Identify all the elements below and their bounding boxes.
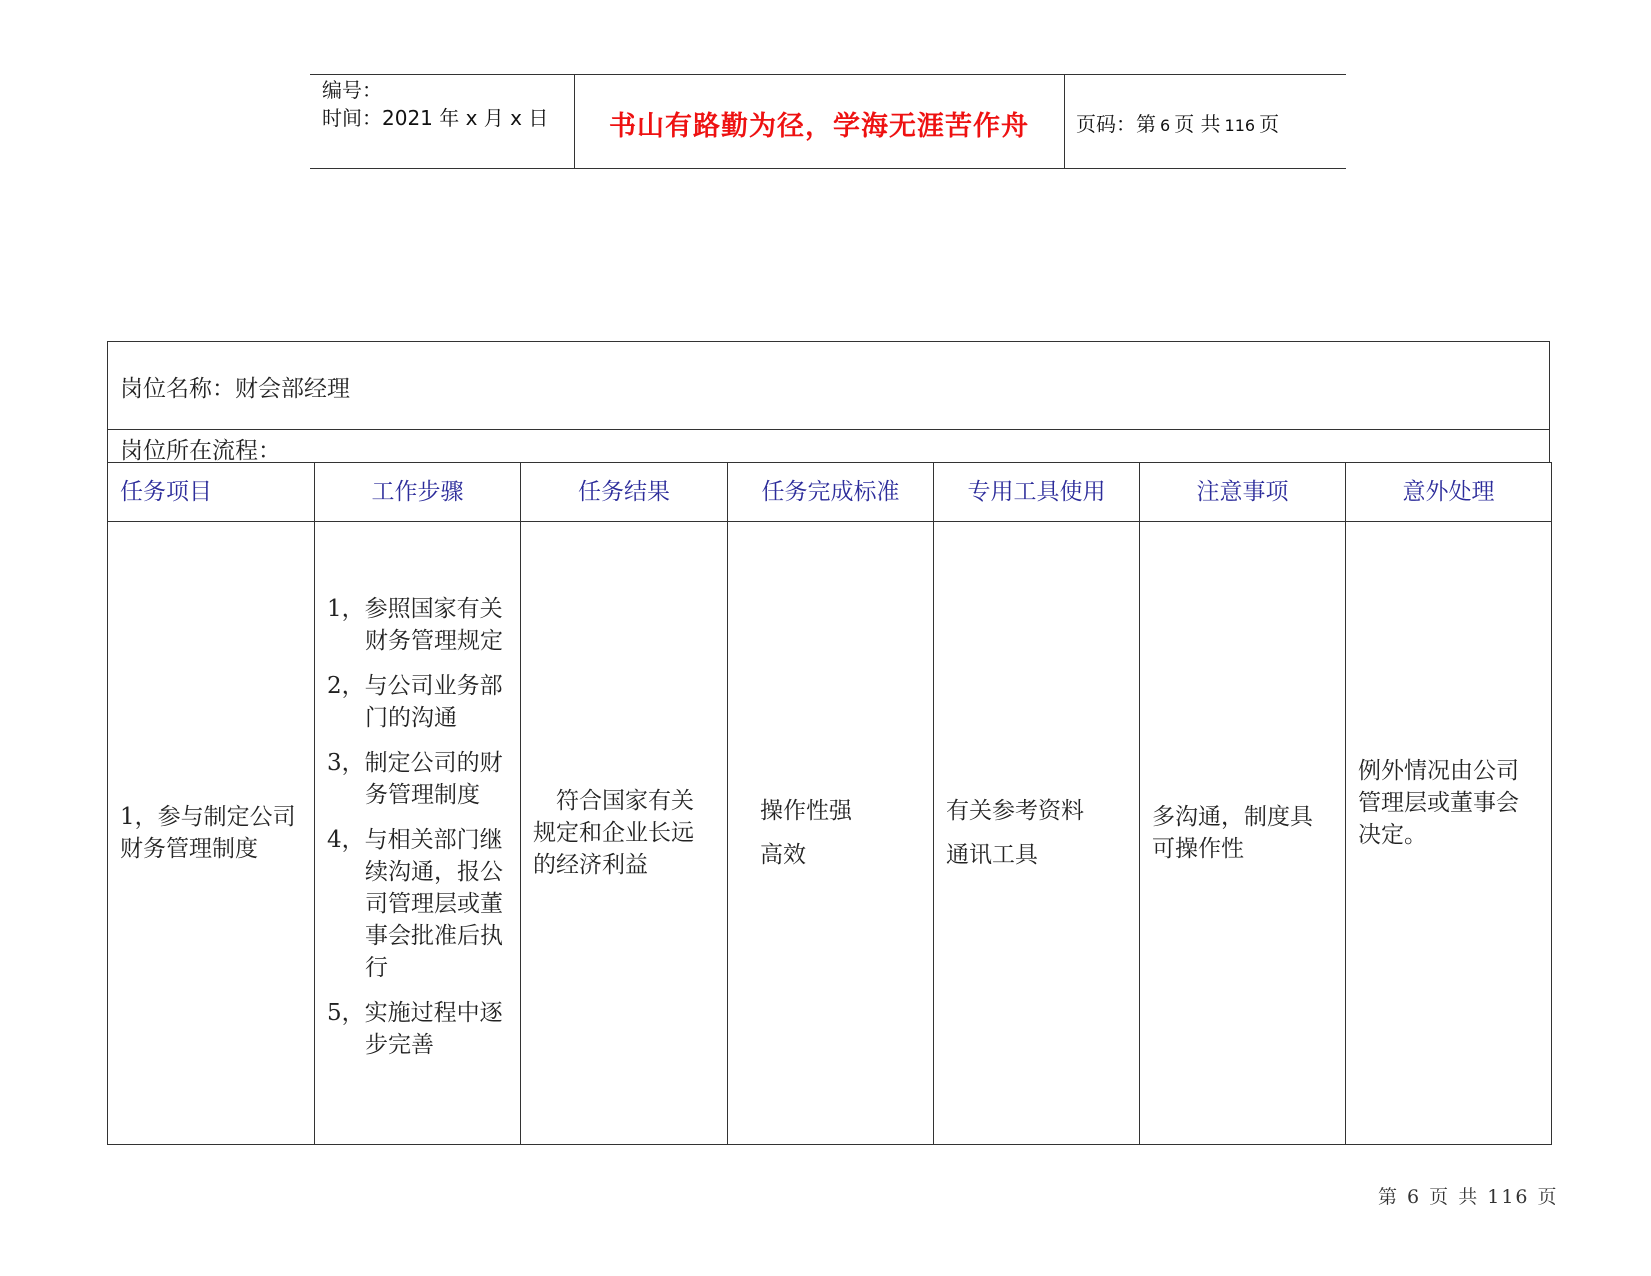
step-item: 5，实施过程中逐步完善	[327, 999, 503, 1058]
time-label: 时间：2021 年 x 月 x 日	[322, 106, 549, 130]
header-divider-2	[1064, 74, 1065, 168]
cell-steps	[315, 522, 521, 1145]
steps-list	[327, 593, 508, 1061]
task-table	[107, 462, 1552, 1145]
cell-tools	[934, 522, 1140, 1145]
step-item: 1，参照国家有关财务管理规定	[327, 595, 503, 654]
step-item: 4，与相关部门继续沟通，报公司管理层或董事会批准后执行	[327, 826, 503, 981]
page-mid: 页 共	[1174, 112, 1221, 136]
page-total: 116	[1224, 116, 1256, 135]
step-item: 3，制定公司的财务管理制度	[327, 749, 503, 808]
page-suffix: 页	[1259, 112, 1280, 136]
header-page-indicator	[1076, 108, 1279, 137]
standard-line: 操作性强	[760, 798, 852, 824]
page-prefix: 页码：第	[1076, 112, 1156, 136]
page-current: 6	[1160, 116, 1171, 135]
header-exception: 意外处理	[1346, 463, 1552, 522]
table-row	[108, 522, 1552, 1145]
header-notes: 注意事项	[1140, 463, 1346, 522]
step-item: 2，与公司业务部门的沟通	[327, 672, 503, 731]
header-motto: 书山有路勤为径，学海无涯苦作舟	[609, 111, 1029, 142]
tool-line: 有关参考资料	[946, 798, 1084, 824]
header-steps: 工作步骤	[315, 463, 521, 522]
standard-line: 高效	[760, 842, 806, 868]
job-flow-row	[107, 429, 1550, 463]
header-task: 任务项目	[108, 463, 315, 522]
cell-standard	[728, 522, 934, 1145]
cell-result: 符合国家有关规定和企业长远的经济利益	[521, 522, 728, 1145]
cell-notes: 多沟通，制度具可操作性	[1140, 522, 1346, 1145]
job-title: 岗位名称：财会部经理	[120, 376, 350, 402]
cell-exception: 例外情况由公司管理层或董事会决定。	[1346, 522, 1552, 1145]
header-bottom-rule	[310, 168, 1346, 169]
header-standard: 任务完成标准	[728, 463, 934, 522]
header-tools: 专用工具使用	[934, 463, 1140, 522]
page-footer: 第 6 页 共 116 页	[1378, 1186, 1559, 1208]
cell-task: 1，参与制定公司财务管理制度	[108, 522, 315, 1145]
header-result: 任务结果	[521, 463, 728, 522]
number-label: 编号：	[322, 78, 382, 102]
header-top-rule	[310, 74, 1346, 75]
table-header-row	[108, 463, 1552, 522]
job-flow: 岗位所在流程：	[120, 438, 281, 464]
tool-line: 通讯工具	[946, 842, 1038, 868]
header-meta	[322, 76, 548, 132]
